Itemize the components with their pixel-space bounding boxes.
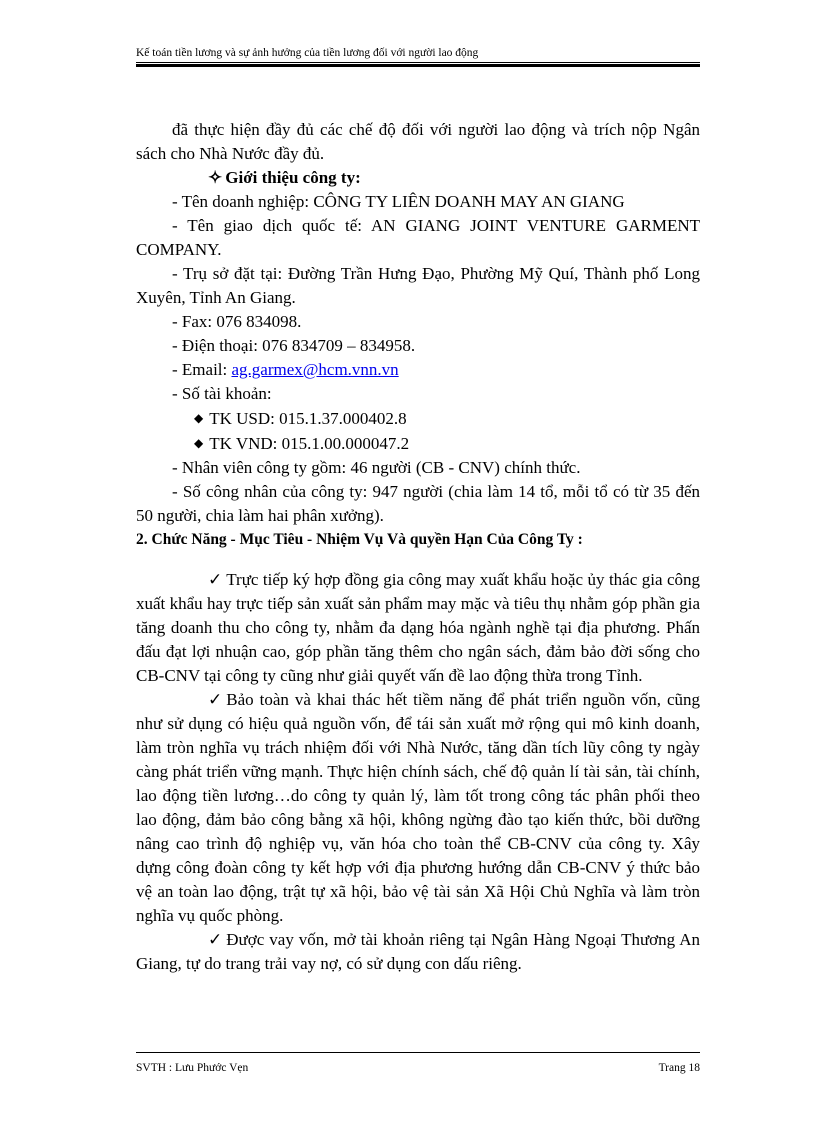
paragraph-1 [136, 568, 700, 688]
paragraph-2-text: Bảo toàn và khai thác hết tiềm năng để phát triển nguồn vốn, cũng như sử dụng có hiệu quả nguồn vốn, để tái sản xuất mở rộng qui mô kinh doanh, làm tròn nghĩa vụ trách nhiệm đối với Nhà Nước, tăng dần tích lũy công ty ngày càng phát triển vững mạnh. Thực hiện chính sách, chế độ quản lí tài sản, tài chính, lao động tiền lương…do công ty quản lý, làm tốt trong công tác phân phối theo lao động, đảm bảo công bằng xã hội, không ngừng đào tạo kiến thức, bồi dưỡng nâng cao trình độ nghiệp vụ, văn hóa cho toàn thể CB-CNV của công ty. Xây dựng công đoàn công ty kết hợp với địa phương hướng dẫn CB-CNV ý thức bảo vệ an toàn lao động, trật tự xã hội, bảo vệ tài sản Xã Hội Chủ Nghĩa và làm tròn nghĩa vụ quốc phòng. [136, 690, 700, 925]
footer-divider [136, 1052, 700, 1053]
company-intro-heading [136, 166, 700, 190]
account-vnd-text: TK VND: 015.1.00.000047.2 [209, 434, 410, 453]
email-link[interactable]: ag.garmex@hcm.vnn.vn [231, 360, 399, 379]
email-label: - Email: [172, 360, 232, 379]
check-mark-icon: ✓ [208, 570, 223, 589]
diamond-bullet-icon: ◆ [194, 436, 204, 450]
four-point-star-icon: ✧ [208, 168, 223, 187]
enterprise-name: - Tên doanh nghiệp: CÔNG TY LIÊN DOANH MAY AN GIANG [172, 192, 625, 211]
header-divider-thick [136, 64, 700, 67]
intro-paragraph: đã thực hiện đầy đủ các chế độ đối với người lao động và trích nộp Ngân sách cho Nhà Nước đầy đủ. [136, 120, 700, 163]
company-intro-heading-text: Giới thiệu công ty: [225, 168, 361, 187]
paragraph-3 [136, 928, 700, 976]
fax: - Fax: 076 834098. [172, 312, 302, 331]
account-label: - Số tài khoản: [172, 384, 272, 403]
header-title: Kế toán tiền lương và sự ảnh hưởng của tiền lương đối với người lao động [136, 47, 479, 59]
address: - Trụ sở đặt tại: Đường Trần Hưng Đạo, Phường Mỹ Quí, Thành phố Long Xuyên, Tỉnh An Giang. [136, 264, 700, 307]
paragraph-3-text: Được vay vốn, mở tài khoản riêng tại Ngân Hàng Ngoại Thương An Giang, tự do trang trải vay nợ, có sử dụng con dấu riêng. [136, 930, 700, 973]
worker-count: - Số công nhân của công ty: 947 người (chia làm 14 tổ, mỗi tổ có từ 35 đến 50 người, chia làm hai phân xưởng). [136, 482, 700, 525]
staff-count: - Nhân viên công ty gồm: 46 người (CB - CNV) chính thức. [172, 458, 581, 477]
footer-author: SVTH : Lưu Phước Vẹn [136, 1062, 249, 1074]
document-body [136, 118, 700, 976]
section-2-heading: 2. Chức Năng - Mục Tiêu - Nhiệm Vụ Và quyền Hạn Của Công Ty : [136, 531, 583, 548]
diamond-bullet-icon: ◆ [194, 411, 204, 425]
account-usd-text: TK USD: 015.1.37.000402.8 [209, 409, 407, 428]
footer-page-number: Trang 18 [658, 1062, 700, 1074]
email-line [136, 358, 700, 382]
paragraph-1-text: Trực tiếp ký hợp đồng gia công may xuất khẩu hoặc ủy thác gia công xuất khẩu hay trực tiếp sản xuất sản phẩm may mặc và tiêu thụ nhằm góp phần gia tăng doanh thu cho công ty, nhằm đa dạng hóa ngành nghề tại địa phương. Phấn đấu đạt lợi nhuận cao, góp phần tăng thêm cho ngân sách, đảm bảo đời sống cho CB-CNV tại công ty cũng như giải quyết vấn đề lao động thừa trong Tỉnh. [136, 570, 700, 685]
check-mark-icon: ✓ [208, 930, 223, 949]
account-item-usd [136, 406, 700, 431]
account-item-vnd [136, 431, 700, 456]
international-name: - Tên giao dịch quốc tế: AN GIANG JOINT VENTURE GARMENT COMPANY. [136, 216, 700, 259]
check-mark-icon: ✓ [208, 690, 223, 709]
phone: - Điện thoại: 076 834709 – 834958. [172, 336, 416, 355]
section-spacer [136, 552, 700, 568]
paragraph-2 [136, 688, 700, 928]
header-divider-thin [136, 62, 700, 63]
